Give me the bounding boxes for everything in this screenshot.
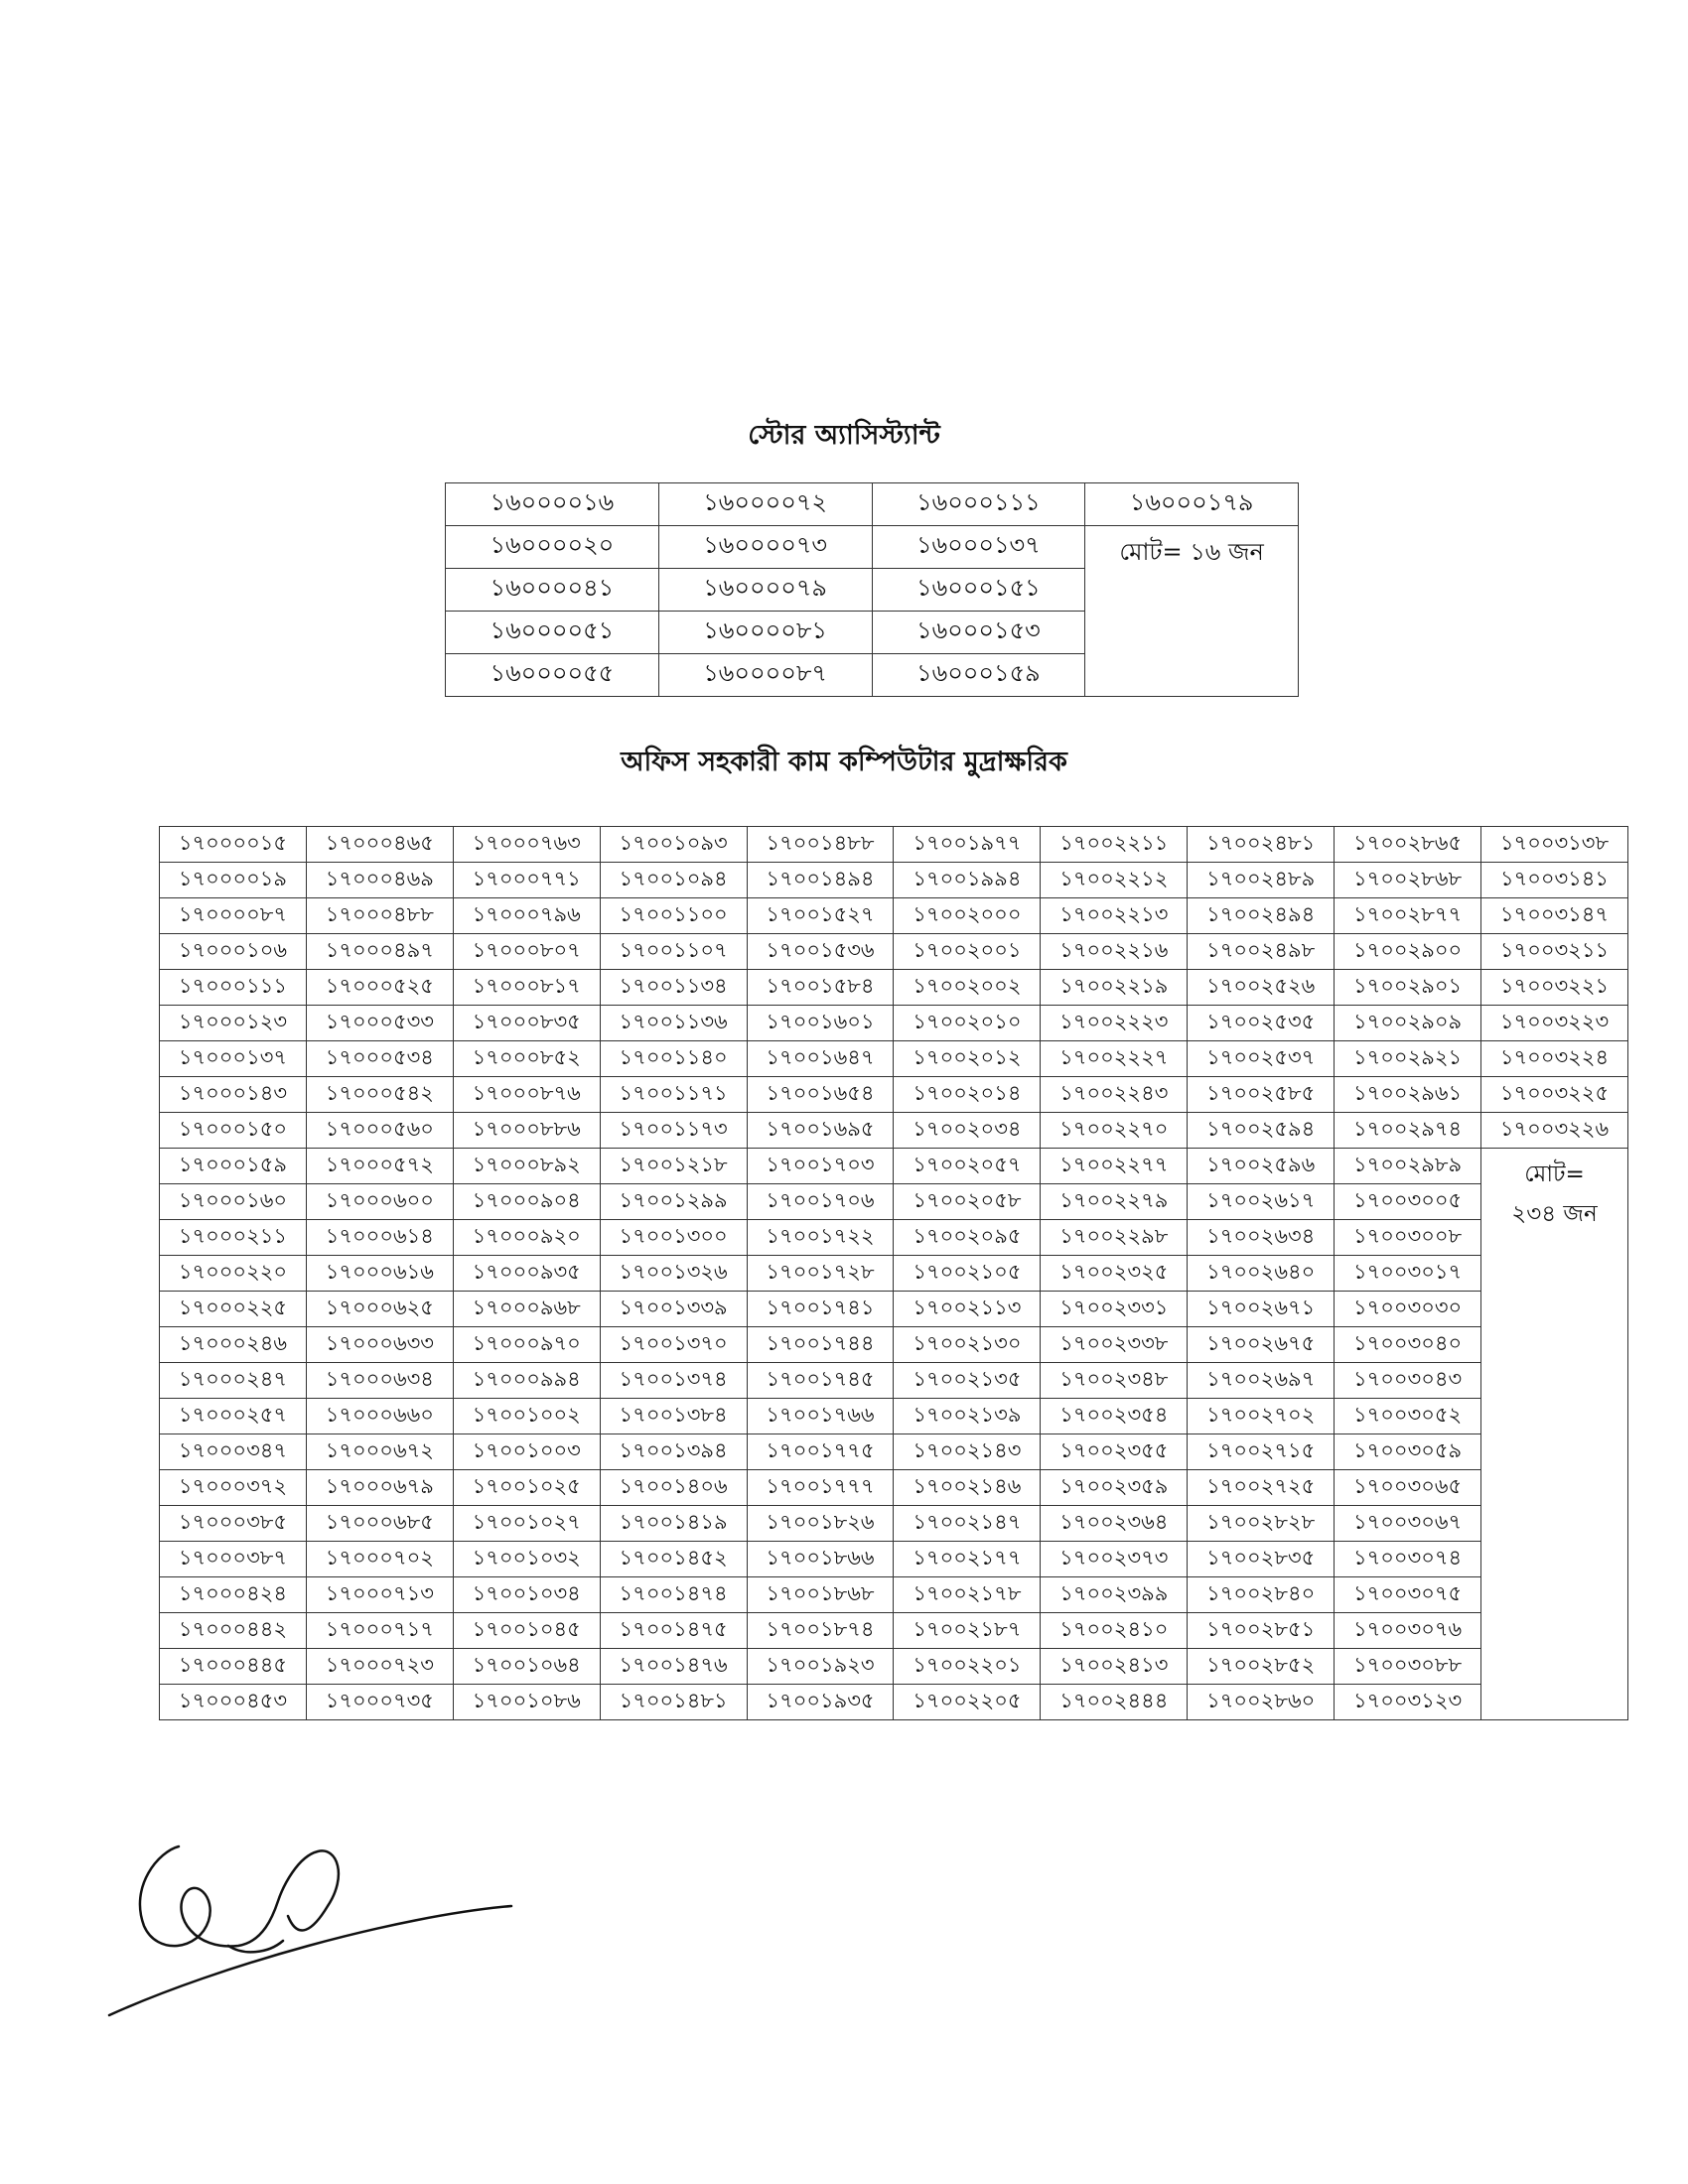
roll-number-cell: ১৭০০১৪০৬ — [600, 1470, 747, 1506]
roll-number-cell: ১৭০০১৭৭৭ — [747, 1470, 894, 1506]
roll-number-cell: ১৭০০০৫৩৩ — [306, 1006, 453, 1041]
roll-number-cell: ১৭০০০৯২০ — [453, 1220, 600, 1256]
roll-number-cell: ১৭০০০২১১ — [160, 1220, 307, 1256]
table-row — [160, 1542, 1628, 1577]
roll-number-cell: ১৭০০২৮৫২ — [1188, 1649, 1335, 1685]
roll-number-cell: ১৭০০১০২৫ — [453, 1470, 600, 1506]
roll-number-cell: ১৭০০৩০৭৬ — [1335, 1613, 1481, 1649]
roll-number-cell: ১৭০০২৩৫৪ — [1041, 1399, 1188, 1434]
roll-number-cell: ১৬০০০১৭৯ — [1085, 483, 1299, 526]
roll-number-cell: ১৭০০০৫২৫ — [306, 970, 453, 1006]
roll-number-cell: ১৭০০৩০৩০ — [1335, 1292, 1481, 1327]
roll-number-cell: ১৭০০২৩৩৮ — [1041, 1327, 1188, 1363]
roll-number-cell: ১৭০০০১৪৩ — [160, 1077, 307, 1113]
roll-number-cell: ১৭০০০৯৭০ — [453, 1327, 600, 1363]
roll-number-cell: ১৭০০২৪১০ — [1041, 1613, 1188, 1649]
roll-number-cell: ১৭০০১৬৪৭ — [747, 1041, 894, 1077]
roll-number-cell: ১৭০০০৪৫৩ — [160, 1685, 307, 1720]
roll-number-cell: ১৭০০৩১২৩ — [1335, 1685, 1481, 1720]
roll-number-cell: ১৭০০১৪১৯ — [600, 1506, 747, 1542]
office-assistant-table — [159, 826, 1628, 1720]
roll-number-cell: ১৭০০০৬৭২ — [306, 1434, 453, 1470]
table-row — [160, 1685, 1628, 1720]
roll-number-cell: ১৭০০১১৭৩ — [600, 1113, 747, 1149]
roll-number-cell: ১৬০০০০৭৯ — [658, 569, 872, 612]
table-row — [160, 1041, 1628, 1077]
roll-number-cell: ১৭০০৩০৫২ — [1335, 1399, 1481, 1434]
roll-number-cell: ১৭০০২৪৮৯ — [1188, 863, 1335, 898]
roll-number-cell: ১৭০০২৫৯৬ — [1188, 1149, 1335, 1184]
roll-number-cell: ১৭০০১৪৯৪ — [747, 863, 894, 898]
roll-number-cell: ১৭০০২৪৯৪ — [1188, 898, 1335, 934]
table-row — [160, 863, 1628, 898]
roll-number-cell: ১৭০০২৫৩৫ — [1188, 1006, 1335, 1041]
roll-number-cell: ১৭০০২৩৪৮ — [1041, 1363, 1188, 1399]
roll-number-cell: ১৬০০০০৮৭ — [658, 654, 872, 697]
roll-number-cell: ১৭০০০৮৫২ — [453, 1041, 600, 1077]
roll-number-cell: ১৭০০৩১৩৮ — [1481, 827, 1628, 863]
roll-number-cell: ১৭০০১৯৩৫ — [747, 1685, 894, 1720]
roll-number-cell: ১৭০০০৭৭১ — [453, 863, 600, 898]
roll-number-cell: ১৭০০১৪৭৪ — [600, 1577, 747, 1613]
table-row — [160, 1113, 1628, 1149]
roll-number-cell: ১৭০০৩২২৩ — [1481, 1006, 1628, 1041]
roll-number-cell: ১৭০০০৬৮৫ — [306, 1506, 453, 1542]
roll-number-cell: ১৭০০২৮৬০ — [1188, 1685, 1335, 1720]
roll-number-cell: ১৭০০১৩৭৪ — [600, 1363, 747, 1399]
roll-number-cell: ১৭০০১০০২ — [453, 1399, 600, 1434]
roll-number-cell: ১৭০০০৫৭২ — [306, 1149, 453, 1184]
roll-number-cell: ১৭০০১১৩৬ — [600, 1006, 747, 1041]
table-row — [160, 1613, 1628, 1649]
roll-number-cell: ১৬০০০০২০ — [446, 526, 659, 569]
roll-number-cell: ১৭০০১৯৯৪ — [894, 863, 1041, 898]
roll-number-cell: ১৭০০২৫৩৭ — [1188, 1041, 1335, 1077]
roll-number-cell: ১৭০০২০৫৭ — [894, 1149, 1041, 1184]
roll-number-cell: ১৭০০২০০০ — [894, 898, 1041, 934]
table-row — [160, 1256, 1628, 1292]
roll-number-cell: ১৬০০০০৫৫ — [446, 654, 659, 697]
roll-number-cell: ১৭০০২৪৪৪ — [1041, 1685, 1188, 1720]
roll-number-cell: ১৭০০১৬৫৪ — [747, 1077, 894, 1113]
roll-number-cell: ১৭০০০৪৯৭ — [306, 934, 453, 970]
roll-number-cell: ১৭০০২৮৬৮ — [1335, 863, 1481, 898]
roll-number-cell: ১৭০০২৬৩৪ — [1188, 1220, 1335, 1256]
roll-number-cell: ১৭০০২৩৩১ — [1041, 1292, 1188, 1327]
roll-number-cell: ১৭০০২২৯৮ — [1041, 1220, 1188, 1256]
roll-number-cell: ১৭০০২২৭৯ — [1041, 1184, 1188, 1220]
roll-number-cell: ১৭০০০৬৩৪ — [306, 1363, 453, 1399]
roll-number-cell: ১৭০০০৫৪২ — [306, 1077, 453, 1113]
roll-number-cell: ১৭০০০৮১৭ — [453, 970, 600, 1006]
roll-number-cell: ১৭০০০১২৩ — [160, 1006, 307, 1041]
roll-number-cell: ১৭০০২০৯৫ — [894, 1220, 1041, 1256]
roll-number-cell: ১৭০০২৩৫৫ — [1041, 1434, 1188, 1470]
total-cell — [1481, 1149, 1628, 1720]
roll-number-cell: ১৭০০২২১৬ — [1041, 934, 1188, 970]
roll-number-cell: ১৭০০২২৭০ — [1041, 1113, 1188, 1149]
roll-number-cell: ১৭০০১৪৫২ — [600, 1542, 747, 1577]
roll-number-cell: ১৭০০২১৭৭ — [894, 1542, 1041, 1577]
roll-number-cell: ১৭০০১২১৮ — [600, 1149, 747, 1184]
roll-number-cell: ১৭০০০৬৬০ — [306, 1399, 453, 1434]
table-row — [160, 1077, 1628, 1113]
roll-number-cell: ১৭০০০০১৫ — [160, 827, 307, 863]
roll-number-cell: ১৭০০২৩৬৪ — [1041, 1506, 1188, 1542]
roll-number-cell: ১৭০০২১৩৫ — [894, 1363, 1041, 1399]
roll-number-cell: ১৭০০০৬১৬ — [306, 1256, 453, 1292]
roll-number-cell: ১৭০০১১৩৪ — [600, 970, 747, 1006]
roll-number-cell: ১৭০০২২১৩ — [1041, 898, 1188, 934]
roll-number-cell: ১৭০০০৮৭৬ — [453, 1077, 600, 1113]
roll-number-cell: ১৭০০২৩৯৯ — [1041, 1577, 1188, 1613]
roll-number-cell: ১৭০০০১০৬ — [160, 934, 307, 970]
roll-number-cell: ১৭০০২০০১ — [894, 934, 1041, 970]
roll-number-cell: ১৭০০৩২২১ — [1481, 970, 1628, 1006]
roll-number-cell: ১৭০০৩০৬৫ — [1335, 1470, 1481, 1506]
roll-number-cell: ১৭০০২১৩৯ — [894, 1399, 1041, 1434]
roll-number-cell: ১৭০০১৭৪১ — [747, 1292, 894, 1327]
roll-number-cell: ১৭০০২১১৩ — [894, 1292, 1041, 1327]
roll-number-cell: ১৭০০৩০৭৪ — [1335, 1542, 1481, 1577]
table-row — [160, 1577, 1628, 1613]
roll-number-cell: ১৭০০১০৮৬ — [453, 1685, 600, 1720]
roll-number-cell: ১৭০০১১৪০ — [600, 1041, 747, 1077]
table-row — [160, 1327, 1628, 1363]
roll-number-cell: ১৭০০০৩৪৭ — [160, 1434, 307, 1470]
roll-number-cell: ১৬০০০০৪১ — [446, 569, 659, 612]
roll-number-cell: ১৬০০০১৩৭ — [872, 526, 1085, 569]
roll-number-cell: ১৭০০১৫৩৬ — [747, 934, 894, 970]
roll-number-cell: ১৭০০১৮২৬ — [747, 1506, 894, 1542]
office-assistant-title: অফিস সহকারী কাম কম্পিউটার মুদ্রাক্ষরিক — [621, 747, 1067, 777]
roll-number-cell: ১৭০০২০৩৪ — [894, 1113, 1041, 1149]
roll-number-cell: ১৬০০০১৫৯ — [872, 654, 1085, 697]
roll-number-cell: ১৬০০০১১১ — [872, 483, 1085, 526]
roll-number-cell: ১৭০০০৮৮৬ — [453, 1113, 600, 1149]
table-row — [160, 1470, 1628, 1506]
roll-number-cell: ১৭০০০৩৮৫ — [160, 1506, 307, 1542]
roll-number-cell: ১৭০০২৫৯৪ — [1188, 1113, 1335, 1149]
roll-number-cell: ১৬০০০১৫৩ — [872, 612, 1085, 654]
roll-number-cell: ১৬০০০০৮১ — [658, 612, 872, 654]
roll-number-cell: ১৭০০০৪৪২ — [160, 1613, 307, 1649]
roll-number-cell: ১৭০০০৪২৪ — [160, 1577, 307, 1613]
roll-number-cell: ১৭০০০৪৬৯ — [306, 863, 453, 898]
roll-number-cell: ১৭০০২৮২৮ — [1188, 1506, 1335, 1542]
roll-number-cell: ১৭০০২৯৮৯ — [1335, 1149, 1481, 1184]
table-row — [446, 526, 1299, 569]
roll-number-cell: ১৬০০০০৫১ — [446, 612, 659, 654]
roll-number-cell: ১৭০০২৫৮৫ — [1188, 1077, 1335, 1113]
roll-number-cell: ১৭০০২৩৫৯ — [1041, 1470, 1188, 1506]
roll-number-cell: ১৭০০২৪৯৮ — [1188, 934, 1335, 970]
table-row — [160, 1220, 1628, 1256]
roll-number-cell: ১৭০০০৬১৪ — [306, 1220, 453, 1256]
roll-number-cell: ১৭০০১৭০৬ — [747, 1184, 894, 1220]
roll-number-cell: ১৭০০২৪৮১ — [1188, 827, 1335, 863]
roll-number-cell: ১৭০০০৪৬৫ — [306, 827, 453, 863]
roll-number-cell: ১৭০০০১৬০ — [160, 1184, 307, 1220]
roll-number-cell: ১৭০০০২৪৭ — [160, 1363, 307, 1399]
roll-number-cell: ১৭০০১০৯৩ — [600, 827, 747, 863]
roll-number-cell: ১৭০০২৮৭৭ — [1335, 898, 1481, 934]
roll-number-cell: ১৭০০৩১৪৭ — [1481, 898, 1628, 934]
roll-number-cell: ১৭০০২৭১৫ — [1188, 1434, 1335, 1470]
roll-number-cell: ১৭০০১৫৮৪ — [747, 970, 894, 1006]
roll-number-cell: ১৭০০১৬৯৫ — [747, 1113, 894, 1149]
roll-number-cell: ১৭০০৩০৮৮ — [1335, 1649, 1481, 1685]
roll-number-cell: ১৭০০২১৩০ — [894, 1327, 1041, 1363]
roll-number-cell: ১৭০০৩০০৮ — [1335, 1220, 1481, 1256]
roll-number-cell: ১৭০০২৭২৫ — [1188, 1470, 1335, 1506]
roll-number-cell: ১৭০০১১৭১ — [600, 1077, 747, 1113]
roll-number-cell: ১৭০০০৮৯২ — [453, 1149, 600, 1184]
roll-number-cell: ১৭০০০২৪৬ — [160, 1327, 307, 1363]
roll-number-cell: ১৭০০৩০৫৯ — [1335, 1434, 1481, 1470]
table-row — [160, 970, 1628, 1006]
roll-number-cell: ১৭০০২৯০১ — [1335, 970, 1481, 1006]
roll-number-cell: ১৭০০০৩৭২ — [160, 1470, 307, 1506]
roll-number-cell: ১৭০০০৭৬৩ — [453, 827, 600, 863]
roll-number-cell: ১৭০০১৩৮৪ — [600, 1399, 747, 1434]
roll-number-cell: ১৭০০০৯৯৪ — [453, 1363, 600, 1399]
roll-number-cell: ১৭০০২৬৪০ — [1188, 1256, 1335, 1292]
roll-number-cell: ১৭০০০২২০ — [160, 1256, 307, 1292]
roll-number-cell: ১৭০০২৬১৭ — [1188, 1184, 1335, 1220]
roll-number-cell: ১৭০০১১০০ — [600, 898, 747, 934]
roll-number-cell: ১৭০০২৬৭১ — [1188, 1292, 1335, 1327]
roll-number-cell: ১৭০০০৭৯৬ — [453, 898, 600, 934]
roll-number-cell: ১৭০০০২৫৭ — [160, 1399, 307, 1434]
roll-number-cell: ১৭০০০৭৩৫ — [306, 1685, 453, 1720]
roll-number-cell: ১৭০০১৩০০ — [600, 1220, 747, 1256]
roll-number-cell: ১৭০০০৪৪৫ — [160, 1649, 307, 1685]
roll-number-cell: ১৭০০১০৩২ — [453, 1542, 600, 1577]
roll-number-cell: ১৭০০২২১২ — [1041, 863, 1188, 898]
table-row — [160, 1363, 1628, 1399]
roll-number-cell: ১৭০০২৬৭৫ — [1188, 1327, 1335, 1363]
roll-number-cell: ১৭০০২১৭৮ — [894, 1577, 1041, 1613]
roll-number-cell: ১৭০০০৬৩৩ — [306, 1327, 453, 1363]
roll-number-cell: ১৭০০০৮৩৫ — [453, 1006, 600, 1041]
roll-number-cell: ১৭০০১৫২৭ — [747, 898, 894, 934]
roll-number-cell: ১৬০০০০১৬ — [446, 483, 659, 526]
table-row — [160, 827, 1628, 863]
roll-number-cell: ১৭০০৩০০৫ — [1335, 1184, 1481, 1220]
roll-number-cell: ১৭০০০১৫০ — [160, 1113, 307, 1149]
roll-number-cell: ১৭০০০২২৫ — [160, 1292, 307, 1327]
roll-number-cell: ১৭০০৩২১১ — [1481, 934, 1628, 970]
roll-number-cell: ১৭০০০০১৯ — [160, 863, 307, 898]
table-row — [160, 1434, 1628, 1470]
roll-number-cell: ১৭০০৩০৭৫ — [1335, 1577, 1481, 1613]
roll-number-cell: ১৭০০২২১৯ — [1041, 970, 1188, 1006]
roll-number-cell: ১৭০০২৮৬৫ — [1335, 827, 1481, 863]
roll-number-cell: ১৭০০১৩২৬ — [600, 1256, 747, 1292]
roll-number-cell: ১৭০০১৭০৩ — [747, 1149, 894, 1184]
table-row — [160, 1649, 1628, 1685]
signature — [99, 1807, 536, 2035]
roll-number-cell: ১৭০০৩০৪০ — [1335, 1327, 1481, 1363]
roll-number-cell: ১৭০০১৭২২ — [747, 1220, 894, 1256]
roll-number-cell: ১৭০০০৭২৩ — [306, 1649, 453, 1685]
roll-number-cell: ১৬০০০০৭২ — [658, 483, 872, 526]
roll-number-cell: ১৭০০২২৪৩ — [1041, 1077, 1188, 1113]
table-row — [160, 898, 1628, 934]
roll-number-cell: ১৭০০১০০৩ — [453, 1434, 600, 1470]
roll-number-cell: ১৭০০৩০১৭ — [1335, 1256, 1481, 1292]
roll-number-cell: ১৭০০০৮০৭ — [453, 934, 600, 970]
roll-number-cell: ১৭০০২১৪৬ — [894, 1470, 1041, 1506]
roll-number-cell: ১৭০০২৪১৩ — [1041, 1649, 1188, 1685]
roll-number-cell: ১৭০০২১৪৭ — [894, 1506, 1041, 1542]
roll-number-cell: ১৭০০০৫৩৪ — [306, 1041, 453, 1077]
roll-number-cell: ১৭০০০৫৬০ — [306, 1113, 453, 1149]
roll-number-cell: ১৭০০০৭০২ — [306, 1542, 453, 1577]
roll-number-cell: ১৭০০২৯৬১ — [1335, 1077, 1481, 1113]
roll-number-cell: ১৬০০০১৫১ — [872, 569, 1085, 612]
roll-number-cell: ১৭০০২০১২ — [894, 1041, 1041, 1077]
roll-number-cell: ১৭০০১৬০১ — [747, 1006, 894, 1041]
roll-number-cell: ১৭০০২৯৭৪ — [1335, 1113, 1481, 1149]
roll-number-cell: ১৭০০১৭৪৫ — [747, 1363, 894, 1399]
roll-number-cell: ১৭০০০১১১ — [160, 970, 307, 1006]
roll-number-cell: ১৭০০২০১০ — [894, 1006, 1041, 1041]
table-row — [160, 1292, 1628, 1327]
roll-number-cell: ১৭০০১৩৭০ — [600, 1327, 747, 1363]
roll-number-cell: ১৭০০১৮৭৪ — [747, 1613, 894, 1649]
roll-number-cell: ১৭০০১৮৬৮ — [747, 1577, 894, 1613]
roll-number-cell: ১৭০০১০৪৫ — [453, 1613, 600, 1649]
roll-number-cell: ১৭০০০১৫৯ — [160, 1149, 307, 1184]
roll-number-cell: ১৭০০০৪৮৮ — [306, 898, 453, 934]
roll-number-cell: ১৭০০১৪৮৮ — [747, 827, 894, 863]
roll-number-cell: ১৭০০৩০৬৭ — [1335, 1506, 1481, 1542]
roll-number-cell: ১৭০০২১০৫ — [894, 1256, 1041, 1292]
roll-number-cell: ১৭০০২৮৫১ — [1188, 1613, 1335, 1649]
roll-number-cell: ১৭০০২৫২৬ — [1188, 970, 1335, 1006]
roll-number-cell: ১৭০০১৭২৮ — [747, 1256, 894, 1292]
roll-number-cell: ১৭০০১০৯৪ — [600, 863, 747, 898]
roll-number-cell: ১৭০০৩২২৫ — [1481, 1077, 1628, 1113]
table-row — [160, 1006, 1628, 1041]
table-row — [160, 1399, 1628, 1434]
roll-number-cell: ১৭০০১৩৯৪ — [600, 1434, 747, 1470]
roll-number-cell: ১৭০০১৯২৩ — [747, 1649, 894, 1685]
roll-number-cell: ১৭০০১৪৮১ — [600, 1685, 747, 1720]
roll-number-cell: ১৭০০২১৮৭ — [894, 1613, 1041, 1649]
roll-number-cell: ১৭০০২২১১ — [1041, 827, 1188, 863]
roll-number-cell: ১৭০০২৩২৫ — [1041, 1256, 1188, 1292]
roll-number-cell: ১৭০০০৬৭৯ — [306, 1470, 453, 1506]
roll-number-cell: ১৭০০২৭০২ — [1188, 1399, 1335, 1434]
roll-number-cell: ১৭০০২০১৪ — [894, 1077, 1041, 1113]
roll-number-cell: ১৭০০৩১৪১ — [1481, 863, 1628, 898]
roll-number-cell: ১৭০০২০৫৮ — [894, 1184, 1041, 1220]
roll-number-cell: ১৭০০১২৯৯ — [600, 1184, 747, 1220]
roll-number-cell: ১৭০০১৮৬৬ — [747, 1542, 894, 1577]
table-row — [160, 1149, 1628, 1184]
roll-number-cell: ১৭০০০৬২৫ — [306, 1292, 453, 1327]
roll-number-cell: ১৭০০১০৩৪ — [453, 1577, 600, 1613]
roll-number-cell: ১৭০০০৭১৭ — [306, 1613, 453, 1649]
roll-number-cell: ১৭০০২১৪৩ — [894, 1434, 1041, 1470]
table-row — [160, 1184, 1628, 1220]
total-count: ২৩৪ জন — [1511, 1201, 1598, 1227]
roll-number-cell: ১৭০০৩০৪৩ — [1335, 1363, 1481, 1399]
roll-number-cell: ১৭০০০৯৬৮ — [453, 1292, 600, 1327]
roll-number-cell: ১৭০০০৯০৪ — [453, 1184, 600, 1220]
roll-number-cell: ১৭০০১৩৩৯ — [600, 1292, 747, 1327]
table-row — [160, 1506, 1628, 1542]
roll-number-cell: ১৭০০১০২৭ — [453, 1506, 600, 1542]
roll-number-cell: ১৭০০১৯৭৭ — [894, 827, 1041, 863]
store-assistant-title: স্টোর অ্যাসিস্ট্যান্ট — [748, 420, 940, 451]
roll-number-cell: ১৭০০০৯৩৫ — [453, 1256, 600, 1292]
roll-number-cell: ১৭০০২৬৯৭ — [1188, 1363, 1335, 1399]
roll-number-cell: ১৭০০২০০২ — [894, 970, 1041, 1006]
store-assistant-table — [445, 482, 1299, 697]
table-row — [446, 483, 1299, 526]
table-row — [160, 934, 1628, 970]
roll-number-cell: ১৭০০২৯০০ — [1335, 934, 1481, 970]
roll-number-cell: ১৬০০০০৭৩ — [658, 526, 872, 569]
roll-number-cell: ১৭০০২৩৭৩ — [1041, 1542, 1188, 1577]
roll-number-cell: ১৭০০২৯২১ — [1335, 1041, 1481, 1077]
roll-number-cell: ১৭০০২৮৩৫ — [1188, 1542, 1335, 1577]
roll-number-cell: ১৭০০১৭৪৪ — [747, 1327, 894, 1363]
roll-number-cell: ১৭০০২৮৪০ — [1188, 1577, 1335, 1613]
roll-number-cell: ১৭০০২২২৩ — [1041, 1006, 1188, 1041]
roll-number-cell: ১৭০০০১৩৭ — [160, 1041, 307, 1077]
roll-number-cell: ১৭০০০০৮৭ — [160, 898, 307, 934]
roll-number-cell: ১৭০০০৬০০ — [306, 1184, 453, 1220]
roll-number-cell: ১৭০০৩২২৬ — [1481, 1113, 1628, 1149]
roll-number-cell: ১৭০০১৭৭৫ — [747, 1434, 894, 1470]
roll-number-cell: ১৭০০২৯০৯ — [1335, 1006, 1481, 1041]
total-cell: মোট= ১৬ জন — [1085, 526, 1299, 697]
roll-number-cell: ১৭০০১৭৬৬ — [747, 1399, 894, 1434]
roll-number-cell: ১৭০০০৩৮৭ — [160, 1542, 307, 1577]
roll-number-cell: ১৭০০২২২৭ — [1041, 1041, 1188, 1077]
roll-number-cell: ১৭০০২২০১ — [894, 1649, 1041, 1685]
total-label: মোট= — [1524, 1161, 1585, 1187]
roll-number-cell: ১৭০০৩২২৪ — [1481, 1041, 1628, 1077]
roll-number-cell: ১৭০০১১০৭ — [600, 934, 747, 970]
roll-number-cell: ১৭০০২২৭৭ — [1041, 1149, 1188, 1184]
roll-number-cell: ১৭০০১৪৭৫ — [600, 1613, 747, 1649]
roll-number-cell: ১৭০০১০৬৪ — [453, 1649, 600, 1685]
roll-number-cell: ১৭০০০৭১৩ — [306, 1577, 453, 1613]
roll-number-cell: ১৭০০১৪৭৬ — [600, 1649, 747, 1685]
roll-number-cell: ১৭০০২২০৫ — [894, 1685, 1041, 1720]
